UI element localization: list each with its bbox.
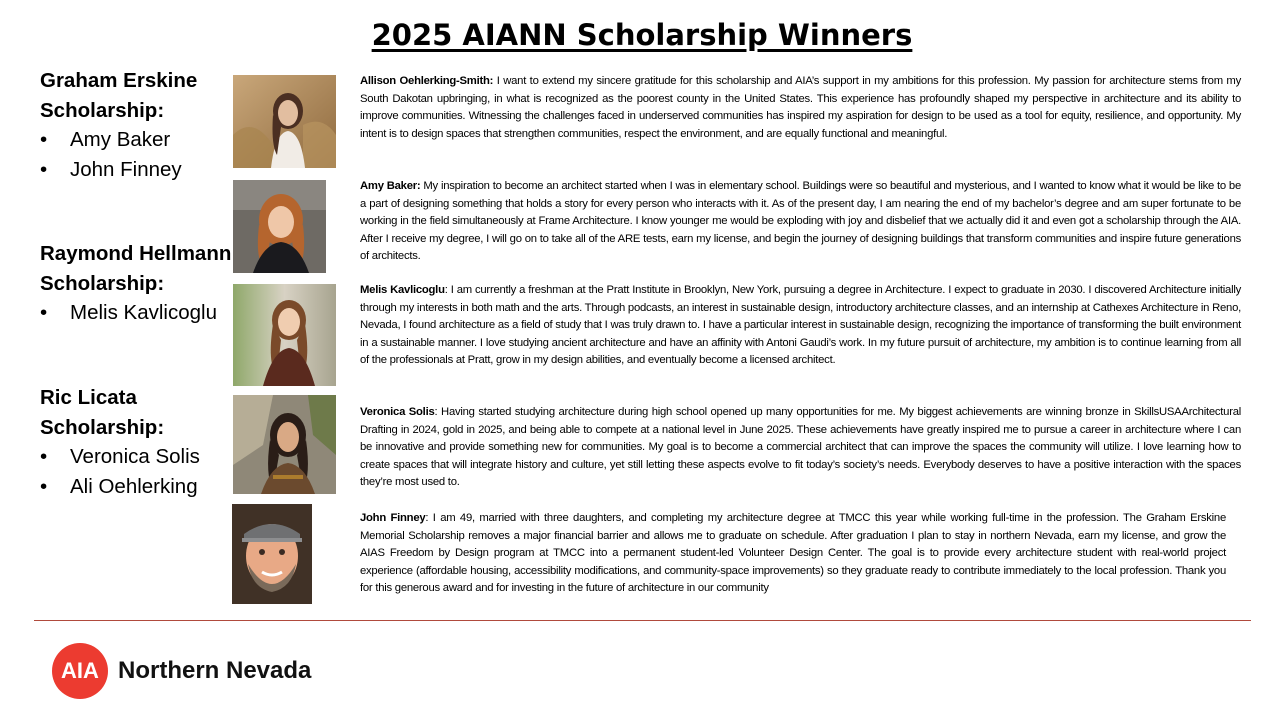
page-title: 2025 AIANN Scholarship Winners <box>371 18 913 52</box>
bio-name: Allison Oehlerking-Smith: <box>360 75 494 87</box>
bio-text: : Having started studying architecture during high school opened up many opportunities for me. My biggest achievements are winning bronze in SkillsUSAArchitectural Drafting in 2024, gold in 2025, and being able to compete at a national level in June 2025. These achievements have greatly inspired me to pursue a career in architecture where I can be innovative and provide something new for communities. My goal is to become a commercial architect that can improve the spaces the community will utilize. I love learning how to create spaces that will integrate history and culture, yet still letting these aspects evolve to fit today’s society’s needs. Everybody deserves to have a positive interaction with the spaces they’re most used to. <box>360 406 1242 489</box>
scholarship-raymond-hellmann <box>40 239 245 328</box>
aia-logo-mark: AIA <box>52 643 108 699</box>
winner-list <box>40 442 240 501</box>
bio-name: Melis Kavlicoglu <box>360 284 445 296</box>
bio-name: Veronica Solis <box>360 406 435 418</box>
scholarship-heading: Ric Licata <box>40 386 137 409</box>
scholarship-heading: Raymond Hellmann <box>40 242 232 265</box>
bio-amy-baker <box>360 178 1241 266</box>
bio-text: : I am 49, married with three daughters, and completing my architecture degree at TMCC this year while working full-time in the profession. The Graham Erskine Memorial Scholarship removes a major financial barrier and allows me to graduate on schedule. After graduation I plan to stay in northern Nevada, earn my license, and grow the AIAS Freedom by Design program at TMCC into a permanent student-led Volunteer Design Center. The goal is to provide every architecture student with real-world project experience (affordable housing, accessibility modifications, and community-space improvements) so they graduate ready to contribute immediately to the local profession. Thank you for this generous award and for investing in the future of architecture in our community <box>360 512 1226 595</box>
photo-amy-baker <box>233 180 326 273</box>
bio-text: My inspiration to become an architect started when I was in elementary school. Buildings were so beautiful and mysterious, and I wanted to know what it would be like to be a part of designing something that holds a story for every person who interacts with it. As of the present day, I am nearing the end of my bachelor’s degree and am super fortunate to be working in the field simultaneously at Frame Architecture. I know younger me would be exploding with joy and disbelief that we actually did it and even got a scholarship through the AIA. After I receive my degree, I will go on to take all of the ARE tests, earn my license, and begin the journey of designing buildings that transform communities and inspire future generations of architects. <box>360 180 1241 263</box>
scholarship-ric-licata <box>40 383 240 501</box>
winner-item: • John Finney <box>40 155 240 185</box>
bio-name: Amy Baker: <box>360 180 421 192</box>
scholarship-heading-suffix: Scholarship: <box>40 271 165 295</box>
winner-item: • Veronica Solis <box>40 442 240 472</box>
winner-item: • Melis Kavlicoglu <box>40 298 245 328</box>
scholarship-heading-suffix: Scholarship: <box>40 415 165 439</box>
winner-list <box>40 298 245 328</box>
winner-list <box>40 125 240 184</box>
footer-divider <box>34 620 1251 621</box>
logo-text: Northern Nevada <box>118 657 312 684</box>
bio-allison-oehlerking-smith <box>360 73 1241 143</box>
bio-melis-kavlicoglu <box>360 282 1241 370</box>
bio-text: : I am currently a freshman at the Pratt Institute in Brooklyn, New York, pursuing a degree in Architecture. I expect to graduate in 2030. I discovered Architecture initially through my interests in both math and the arts. Through podcasts, an interest in sustainable design, introductory architecture classes, and an internship at Cathexes Architecture in Reno, Nevada, I found architecture as a field of study that I was truly drawn to. I have a particular interest in sustainable design, recognizing the importance of transforming the built environment in a sustainable manner. I love studying ancient architecture and have an affinity with Antoni Gaudi’s work. In my future pursuit of architecture, my ambition is to continue learning from all of the professionals at Pratt, grow in my design abilities, and eventually become a licensed architect. <box>360 284 1241 367</box>
photo-john-finney <box>232 504 312 604</box>
aia-northern-nevada-logo <box>52 643 311 699</box>
scholarship-heading: Graham Erskine <box>40 69 198 92</box>
winner-item: • Amy Baker <box>40 125 240 155</box>
scholarship-heading-suffix: Scholarship: <box>40 98 165 122</box>
bio-john-finney <box>360 510 1226 598</box>
photo-melis-kavlicoglu <box>233 284 336 386</box>
bio-veronica-solis <box>360 404 1241 492</box>
winner-item: • Ali Oehlerking <box>40 472 240 502</box>
bio-text: I want to extend my sincere gratitude for this scholarship and AIA’s support in my ambitions for this profession. My passion for architecture stems from my South Dakotan upbringing, in what is recognized as the poorest county in the United States. This experience has profoundly shaped my perspective in architecture and its ability to improve communities. Witnessing the challenges faced in underserved communities has inspired my aspiration for design to be used as a tool for equity, resilience, and opportunity. My intent is to design spaces that strengthen communities, respect the environment, and are equally functional and meaningful. <box>360 75 1241 140</box>
scholarship-graham-erskine <box>40 66 240 184</box>
photo-veronica-solis <box>233 395 336 494</box>
bio-name: John Finney <box>360 512 426 524</box>
photo-allison-oehlerking-smith <box>233 75 336 168</box>
